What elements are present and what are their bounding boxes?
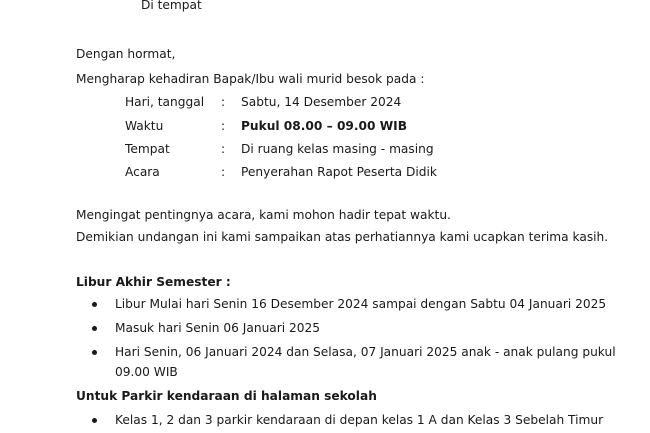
detail-colon: :: [221, 119, 226, 133]
holiday-item: Masuk hari Senin 06 Januari 2025: [115, 321, 321, 335]
detail-colon: :: [221, 165, 226, 179]
greeting: Dengan hormat,: [76, 47, 176, 61]
detail-value: Sabtu, 14 Desember 2024: [241, 95, 402, 109]
parking-item: Kelas 1, 2 dan 3 parkir kendaraan di depan kelas 1 A dan Kelas 3 Sebelah Timur: [115, 413, 604, 427]
intro-text: Mengharap kehadiran Bapak/Ibu wali murid besok pada :: [76, 72, 425, 86]
bullet-icon: [92, 302, 97, 307]
detail-value: Pukul 08.00 – 09.00 WIB: [241, 119, 408, 133]
detail-value: Penyerahan Rapot Peserta Didik: [241, 165, 437, 179]
holiday-item: Libur Mulai hari Senin 16 Desember 2024 sampai dengan Sabtu 04 Januari 2025: [115, 297, 607, 311]
detail-label: Waktu: [125, 119, 164, 133]
holiday-item: Hari Senin, 06 Januari 2024 dan Selasa, 07 Januari 2025 anak - anak pulang pukul: [115, 345, 616, 359]
closing-line-2: Demikian undangan ini kami sampaikan atas perhatiannya kami ucapkan terima kasih.: [76, 230, 609, 244]
location-line: Di tempat: [141, 0, 202, 12]
detail-colon: :: [221, 142, 226, 156]
parking-heading: Untuk Parkir kendaraan di halaman sekolah: [76, 389, 377, 403]
bullet-icon: [92, 326, 97, 331]
detail-value: Di ruang kelas masing - masing: [241, 142, 434, 156]
holiday-item-continuation: 09.00 WIB: [115, 365, 178, 379]
bullet-icon: [92, 350, 97, 355]
detail-label: Hari, tanggal: [125, 95, 205, 109]
detail-label: Tempat: [125, 142, 170, 156]
detail-colon: :: [221, 95, 226, 109]
closing-line-1: Mengingat pentingnya acara, kami mohon hadir tepat waktu.: [76, 208, 451, 222]
bullet-icon: [92, 418, 97, 423]
holiday-heading: Libur Akhir Semester :: [76, 275, 231, 289]
detail-label: Acara: [125, 165, 160, 179]
